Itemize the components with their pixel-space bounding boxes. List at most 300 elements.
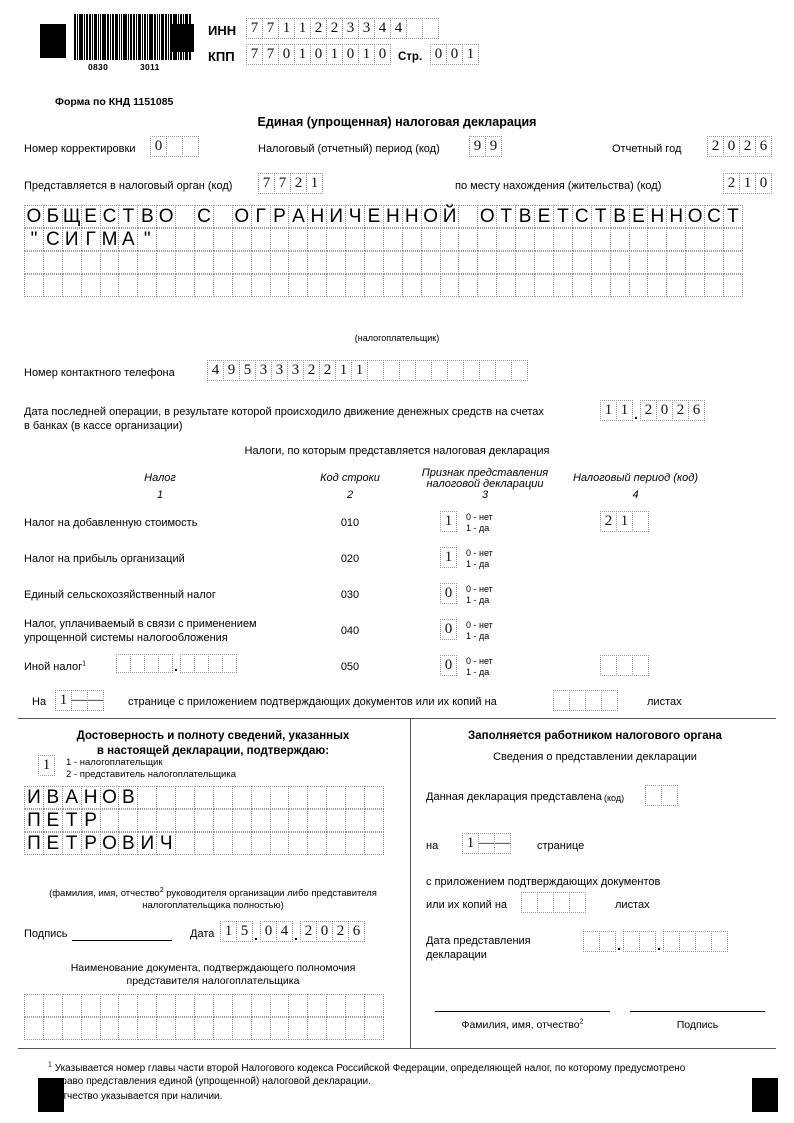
taxpayer-name-cell[interactable]: С (43, 228, 63, 251)
office-copies-cell[interactable] (553, 892, 570, 913)
taxpayer-name-cell[interactable] (118, 251, 138, 274)
representative-name-cell[interactable] (307, 832, 327, 855)
period-cells[interactable] (469, 136, 501, 157)
representative-name-cell[interactable] (232, 809, 252, 832)
representative-name-cell[interactable]: Т (62, 809, 82, 832)
taxpayer-name-cell[interactable] (175, 251, 195, 274)
phone-cell[interactable] (383, 360, 400, 381)
location-cell[interactable]: 1 (739, 173, 756, 194)
office-signature-line[interactable] (630, 1011, 765, 1012)
taxpayer-name-cell[interactable] (364, 274, 384, 297)
representative-name-cell[interactable] (288, 809, 308, 832)
taxpayer-name-cell[interactable] (345, 251, 365, 274)
kpp-cell[interactable]: 0 (310, 44, 327, 65)
taxpayer-name-cell[interactable] (364, 251, 384, 274)
taxpayer-name-cell[interactable] (270, 228, 290, 251)
taxpayer-name-cell[interactable] (402, 274, 422, 297)
representative-name-cell[interactable] (194, 832, 214, 855)
taxpayer-name-cell[interactable]: И (62, 228, 82, 251)
confirm-code-cell[interactable]: 1 (38, 755, 55, 776)
representative-name-cell[interactable]: П (24, 809, 44, 832)
taxpayer-name-cell[interactable] (421, 228, 441, 251)
phone-cell[interactable] (367, 360, 384, 381)
pages-count-cell[interactable]: — (87, 690, 104, 711)
taxpayer-name-cell[interactable]: В (610, 205, 630, 228)
last-operation-date[interactable] (600, 400, 704, 421)
representative-name-cell[interactable]: Т (62, 832, 82, 855)
taxpayer-name-cell[interactable] (232, 228, 252, 251)
tax-period-cell[interactable] (632, 655, 649, 676)
inn-cell[interactable]: 2 (326, 18, 343, 39)
taxpayer-name-cell[interactable] (402, 228, 422, 251)
taxpayer-name-cell[interactable] (572, 274, 592, 297)
taxpayer-name-cell[interactable] (458, 251, 478, 274)
taxpayer-name-cell[interactable]: А (288, 205, 308, 228)
taxpayer-name-cell[interactable] (24, 251, 44, 274)
representative-name-cell[interactable]: О (100, 832, 120, 855)
taxpayer-name-cell[interactable] (685, 274, 705, 297)
page-cells[interactable] (430, 44, 478, 65)
authority-doc-cell[interactable] (137, 994, 157, 1017)
taxpayer-name-cell[interactable] (591, 251, 611, 274)
location-cell[interactable]: 0 (755, 173, 772, 194)
taxpayer-name-cell[interactable]: Н (647, 205, 667, 228)
authority-doc-row[interactable] (24, 1017, 383, 1040)
inn-cell[interactable]: 2 (310, 18, 327, 39)
authority-doc-cell[interactable] (213, 994, 233, 1017)
phone-cell[interactable]: 9 (223, 360, 240, 381)
taxpayer-name-cell[interactable] (591, 228, 611, 251)
taxpayer-name-cell[interactable] (345, 228, 365, 251)
last-operation-month-cell[interactable]: 1 (616, 400, 633, 421)
taxpayer-name-cell[interactable]: Е (534, 205, 554, 228)
kpp-cell[interactable]: 7 (246, 44, 263, 65)
authority-doc-cell[interactable] (24, 994, 44, 1017)
taxpayer-name-cell[interactable] (610, 251, 630, 274)
tax-period-cell[interactable] (616, 655, 633, 676)
taxpayer-name-cell[interactable] (137, 274, 157, 297)
taxpayer-name-cell[interactable]: И (326, 205, 346, 228)
other-tax-article-cell[interactable] (208, 654, 223, 673)
pages-count-cell[interactable]: — (71, 690, 88, 711)
representative-name-cell[interactable] (251, 809, 271, 832)
representative-name-row[interactable] (24, 786, 383, 809)
authority-doc-cell[interactable] (364, 1017, 384, 1040)
taxpayer-name-cell[interactable] (553, 274, 573, 297)
representative-name-cell[interactable] (156, 809, 176, 832)
representative-name-cell[interactable] (326, 786, 346, 809)
taxpayer-name-cell[interactable] (553, 228, 573, 251)
taxpayer-name-cell[interactable] (118, 274, 138, 297)
taxpayer-name-cell[interactable] (100, 274, 120, 297)
last-operation-year-cell[interactable]: 2 (640, 400, 657, 421)
taxpayer-name-cell[interactable] (723, 274, 743, 297)
date-day-cell[interactable]: 5 (236, 921, 253, 942)
office-copies-cell[interactable] (537, 892, 554, 913)
taxpayer-name-cell[interactable]: Б (43, 205, 63, 228)
taxpayer-name-cell[interactable]: " (24, 228, 44, 251)
kpp-cell[interactable]: 0 (374, 44, 391, 65)
authority-doc-cell[interactable] (251, 1017, 271, 1040)
representative-name-cell[interactable]: В (118, 786, 138, 809)
representative-name-cell[interactable]: А (62, 786, 82, 809)
representative-name-cell[interactable] (270, 809, 290, 832)
tax-flag-cell[interactable]: 0 (440, 655, 457, 676)
representative-name-cell[interactable] (326, 809, 346, 832)
taxpayer-name-cell[interactable] (704, 274, 724, 297)
taxpayer-name-cell[interactable] (326, 228, 346, 251)
representative-name-cell[interactable] (156, 786, 176, 809)
representative-name-cell[interactable] (288, 786, 308, 809)
taxpayer-name-cell[interactable] (62, 251, 82, 274)
office-fio-line[interactable] (435, 1011, 610, 1012)
taxpayer-name-cell[interactable]: О (421, 205, 441, 228)
representative-name-cell[interactable] (175, 832, 195, 855)
period-cell[interactable]: 9 (469, 136, 486, 157)
representative-name-block[interactable] (24, 786, 383, 855)
taxpayer-name-cell[interactable] (288, 251, 308, 274)
tax-row-flag[interactable] (440, 619, 456, 640)
inn-cell[interactable]: 7 (246, 18, 263, 39)
taxpayer-name-row[interactable] (24, 251, 742, 274)
taxpayer-name-cell[interactable] (458, 205, 478, 228)
taxpayer-name-cell[interactable] (194, 251, 214, 274)
taxpayer-name-cell[interactable] (326, 274, 346, 297)
representative-name-cell[interactable] (232, 786, 252, 809)
taxpayer-name-cell[interactable] (137, 251, 157, 274)
tax-row-flag[interactable] (440, 547, 456, 568)
taxpayer-name-cell[interactable] (647, 274, 667, 297)
confirm-code-cells[interactable] (38, 755, 54, 776)
taxpayer-name-cell[interactable]: О (232, 205, 252, 228)
authority-doc-cell[interactable] (194, 1017, 214, 1040)
other-tax-chapter-cells[interactable] (116, 654, 236, 673)
taxpayer-name-cell[interactable] (572, 251, 592, 274)
representative-name-row[interactable] (24, 809, 383, 832)
taxpayer-name-cell[interactable] (421, 274, 441, 297)
tax-row-flag[interactable] (440, 511, 456, 532)
inn-cell[interactable]: 7 (262, 18, 279, 39)
inn-cell[interactable]: 3 (342, 18, 359, 39)
taxpayer-name-cell[interactable] (515, 251, 535, 274)
taxpayer-name-cell[interactable]: О (24, 205, 44, 228)
office-date-day-cell[interactable] (599, 931, 616, 952)
authority-doc-cell[interactable] (81, 1017, 101, 1040)
representative-name-cell[interactable]: И (137, 832, 157, 855)
authority-doc-cell[interactable] (307, 994, 327, 1017)
other-tax-chapter-cell[interactable] (158, 654, 173, 673)
taxpayer-name-cell[interactable] (704, 251, 724, 274)
office-copies-cell[interactable] (569, 892, 586, 913)
authority-doc-cell[interactable] (364, 994, 384, 1017)
representative-name-cell[interactable] (232, 832, 252, 855)
tax-period-cell[interactable]: 1 (616, 511, 633, 532)
authority-doc-row[interactable] (24, 994, 383, 1017)
representative-name-cell[interactable]: Е (43, 809, 63, 832)
sheets-count-cell[interactable] (601, 690, 618, 711)
correction-cell[interactable]: 0 (150, 136, 167, 157)
representative-name-cell[interactable] (175, 786, 195, 809)
taxpayer-name-cell[interactable]: О (477, 205, 497, 228)
representative-name-cell[interactable] (288, 832, 308, 855)
representative-name-cell[interactable] (194, 786, 214, 809)
taxpayer-name-cell[interactable] (175, 228, 195, 251)
office-date-year-cell[interactable] (711, 931, 728, 952)
other-tax-article-cell[interactable] (222, 654, 237, 673)
taxpayer-name-cell[interactable]: Т (591, 205, 611, 228)
taxpayer-name-cell[interactable] (610, 228, 630, 251)
taxpayer-name-cell[interactable] (723, 251, 743, 274)
phone-cell[interactable] (495, 360, 512, 381)
location-cells[interactable] (723, 173, 771, 194)
taxpayer-name-cell[interactable] (156, 274, 176, 297)
authority-doc-cell[interactable] (24, 1017, 44, 1040)
inn-cell[interactable]: 1 (294, 18, 311, 39)
representative-name-cell[interactable] (100, 809, 120, 832)
representative-name-cell[interactable]: Р (81, 832, 101, 855)
taxpayer-name-cell[interactable] (477, 251, 497, 274)
taxpayer-name-cell[interactable] (194, 274, 214, 297)
office-pages-cell[interactable]: 1 (462, 833, 479, 854)
inn-cell[interactable]: 4 (374, 18, 391, 39)
office-pages-cell[interactable]: — (478, 833, 495, 854)
taxpayer-name-cell[interactable] (440, 228, 460, 251)
authority-doc-cell[interactable] (194, 994, 214, 1017)
authority-doc-cell[interactable] (288, 994, 308, 1017)
date-day-cell[interactable]: 1 (220, 921, 237, 942)
authority-doc-cell[interactable] (62, 994, 82, 1017)
correction-cell[interactable] (182, 136, 199, 157)
representative-name-cell[interactable] (213, 809, 233, 832)
taxpayer-name-cell[interactable] (534, 251, 554, 274)
phone-cell[interactable]: 3 (271, 360, 288, 381)
taxpayer-name-cell[interactable] (383, 228, 403, 251)
taxpayer-name-cell[interactable] (572, 228, 592, 251)
taxpayer-name-cell[interactable] (591, 274, 611, 297)
taxpayer-name-cell[interactable] (62, 274, 82, 297)
taxpayer-name-cell[interactable]: Г (251, 205, 271, 228)
taxpayer-name-cell[interactable] (629, 228, 649, 251)
inn-cell[interactable]: 1 (278, 18, 295, 39)
year-cell[interactable]: 2 (739, 136, 756, 157)
phone-cell[interactable]: 1 (335, 360, 352, 381)
authority-doc-cell[interactable] (100, 1017, 120, 1040)
date-year-cell[interactable]: 2 (300, 921, 317, 942)
authority-doc-cell[interactable] (118, 994, 138, 1017)
taxpayer-name-cell[interactable] (175, 274, 195, 297)
authority-cell[interactable]: 2 (290, 173, 307, 194)
taxpayer-name-cell[interactable] (647, 251, 667, 274)
authority-doc-cell[interactable] (251, 994, 271, 1017)
last-operation-year-cell[interactable]: 0 (656, 400, 673, 421)
taxpayer-name-cell[interactable] (232, 274, 252, 297)
representative-name-cell[interactable] (251, 832, 271, 855)
kpp-cell[interactable]: 1 (294, 44, 311, 65)
tax-row-period[interactable] (600, 655, 648, 676)
authority-cells[interactable] (258, 173, 322, 194)
taxpayer-name-cell[interactable] (515, 274, 535, 297)
location-cell[interactable]: 2 (723, 173, 740, 194)
phone-cell[interactable] (431, 360, 448, 381)
authority-doc-cell[interactable] (232, 994, 252, 1017)
year-cells[interactable] (707, 136, 771, 157)
taxpayer-name-cell[interactable] (213, 228, 233, 251)
taxpayer-name-cell[interactable] (81, 251, 101, 274)
year-cell[interactable]: 2 (707, 136, 724, 157)
period-cell[interactable]: 9 (485, 136, 502, 157)
taxpayer-name-cell[interactable] (326, 251, 346, 274)
taxpayer-name-cell[interactable]: О (685, 205, 705, 228)
office-pages-cell[interactable]: — (494, 833, 511, 854)
inn-cell[interactable]: 4 (390, 18, 407, 39)
other-tax-chapter-cell[interactable] (130, 654, 145, 673)
authority-doc-cell[interactable] (326, 1017, 346, 1040)
pages-count-cell[interactable]: 1 (55, 690, 72, 711)
taxpayer-name-cell[interactable] (251, 251, 271, 274)
authority-doc-cell[interactable] (213, 1017, 233, 1040)
taxpayer-name-cell[interactable]: Щ (62, 206, 81, 227)
correction-cell[interactable] (166, 136, 183, 157)
inn-cell[interactable]: 3 (358, 18, 375, 39)
tax-period-cell[interactable] (632, 511, 649, 532)
representative-name-cell[interactable]: И (24, 786, 44, 809)
inn-cell[interactable] (406, 18, 423, 39)
taxpayer-name-cell[interactable] (288, 274, 308, 297)
authority-doc-cell[interactable] (326, 994, 346, 1017)
taxpayer-name-cell[interactable]: Е (629, 205, 649, 228)
taxpayer-name-cell[interactable] (213, 205, 233, 228)
submitted-code-cells[interactable] (645, 785, 677, 806)
taxpayer-name-row[interactable] (24, 228, 742, 251)
taxpayer-name-cell[interactable] (421, 251, 441, 274)
taxpayer-name-cell[interactable]: Г (81, 228, 101, 251)
date-year-cell[interactable]: 6 (348, 921, 365, 942)
tax-flag-cell[interactable]: 1 (440, 547, 457, 568)
taxpayer-name-cell[interactable]: Н (307, 205, 327, 228)
authority-doc-cell[interactable] (62, 1017, 82, 1040)
year-cell[interactable]: 0 (723, 136, 740, 157)
sheets-count-cell[interactable] (585, 690, 602, 711)
authority-doc-cell[interactable] (118, 1017, 138, 1040)
taxpayer-name-cell[interactable]: Р (270, 205, 290, 228)
submitted-code-cell[interactable] (661, 785, 678, 806)
taxpayer-name-cell[interactable] (440, 274, 460, 297)
taxpayer-name-cell[interactable] (610, 274, 630, 297)
taxpayer-name-cell[interactable]: Н (383, 205, 403, 228)
year-cell[interactable]: 6 (755, 136, 772, 157)
page-cell[interactable]: 1 (462, 44, 479, 65)
phone-cells[interactable] (207, 360, 527, 381)
date-month-cell[interactable]: 0 (260, 921, 277, 942)
taxpayer-name-cell[interactable] (251, 274, 271, 297)
taxpayer-name-cell[interactable]: С (194, 205, 214, 228)
authority-cell[interactable]: 7 (274, 173, 291, 194)
representative-name-cell[interactable] (307, 809, 327, 832)
signature-date-cells[interactable] (220, 921, 364, 942)
kpp-cells[interactable] (246, 44, 390, 65)
taxpayer-name-cell[interactable] (458, 228, 478, 251)
taxpayer-name-row[interactable] (24, 274, 742, 297)
date-year-cell[interactable]: 0 (316, 921, 333, 942)
taxpayer-name-cell[interactable]: Т (553, 205, 573, 228)
signature-line[interactable] (72, 940, 172, 941)
taxpayer-name-cell[interactable] (43, 251, 63, 274)
representative-name-cell[interactable] (118, 809, 138, 832)
authority-doc-cell[interactable] (232, 1017, 252, 1040)
phone-cell[interactable]: 5 (239, 360, 256, 381)
authority-cell[interactable]: 7 (258, 173, 275, 194)
taxpayer-name-cell[interactable] (383, 274, 403, 297)
tax-flag-cell[interactable]: 0 (440, 619, 457, 640)
taxpayer-name-cell[interactable]: Й (440, 205, 460, 228)
authority-doc-cell[interactable] (100, 994, 120, 1017)
tax-period-cell[interactable]: 2 (600, 511, 617, 532)
office-date-year-cell[interactable] (663, 931, 680, 952)
phone-cell[interactable] (479, 360, 496, 381)
sheets-count-cell[interactable] (553, 690, 570, 711)
taxpayer-name-cell[interactable] (251, 228, 271, 251)
other-tax-article-cell[interactable] (194, 654, 209, 673)
representative-name-cell[interactable] (270, 786, 290, 809)
kpp-cell[interactable]: 0 (342, 44, 359, 65)
tax-period-cell[interactable] (600, 655, 617, 676)
authority-doc-cell[interactable] (156, 994, 176, 1017)
representative-name-cell[interactable] (251, 786, 271, 809)
taxpayer-name-cell[interactable] (194, 228, 214, 251)
taxpayer-name-cell[interactable] (156, 251, 176, 274)
authority-doc-cell[interactable] (288, 1017, 308, 1040)
phone-cell[interactable] (399, 360, 416, 381)
last-operation-year-cell[interactable]: 6 (688, 400, 705, 421)
authority-doc-cell[interactable] (175, 1017, 195, 1040)
taxpayer-name-block[interactable] (24, 205, 742, 297)
taxpayer-name-cell[interactable] (647, 228, 667, 251)
taxpayer-name-cell[interactable] (307, 274, 327, 297)
taxpayer-name-cell[interactable] (685, 251, 705, 274)
taxpayer-name-cell[interactable]: Ч (345, 205, 365, 228)
tax-flag-cell[interactable]: 0 (440, 583, 457, 604)
representative-name-cell[interactable] (345, 809, 365, 832)
office-date-day-cell[interactable] (583, 931, 600, 952)
representative-name-cell[interactable] (175, 809, 195, 832)
representative-name-cell[interactable] (364, 809, 384, 832)
taxpayer-name-cell[interactable] (534, 274, 554, 297)
taxpayer-name-cell[interactable]: В (515, 205, 535, 228)
taxpayer-name-cell[interactable] (496, 274, 516, 297)
phone-cell[interactable]: 4 (207, 360, 224, 381)
representative-name-cell[interactable] (213, 786, 233, 809)
phone-cell[interactable] (463, 360, 480, 381)
taxpayer-name-cell[interactable] (666, 251, 686, 274)
taxpayer-name-cell[interactable] (685, 228, 705, 251)
taxpayer-name-cell[interactable]: Н (402, 205, 422, 228)
representative-name-cell[interactable] (364, 786, 384, 809)
tax-flag-cell[interactable]: 1 (440, 511, 457, 532)
taxpayer-name-cell[interactable] (345, 274, 365, 297)
taxpayer-name-cell[interactable] (496, 228, 516, 251)
taxpayer-name-row[interactable] (24, 205, 742, 228)
taxpayer-name-cell[interactable] (666, 228, 686, 251)
kpp-cell[interactable]: 1 (326, 44, 343, 65)
office-date-month-cell[interactable] (639, 931, 656, 952)
date-year-cell[interactable]: 2 (332, 921, 349, 942)
authority-doc-cell[interactable] (270, 1017, 290, 1040)
authority-doc-cell[interactable] (81, 994, 101, 1017)
taxpayer-name-cell[interactable] (666, 274, 686, 297)
office-date-cells[interactable] (583, 931, 727, 952)
taxpayer-name-cell[interactable] (307, 251, 327, 274)
phone-cell[interactable]: 3 (287, 360, 304, 381)
